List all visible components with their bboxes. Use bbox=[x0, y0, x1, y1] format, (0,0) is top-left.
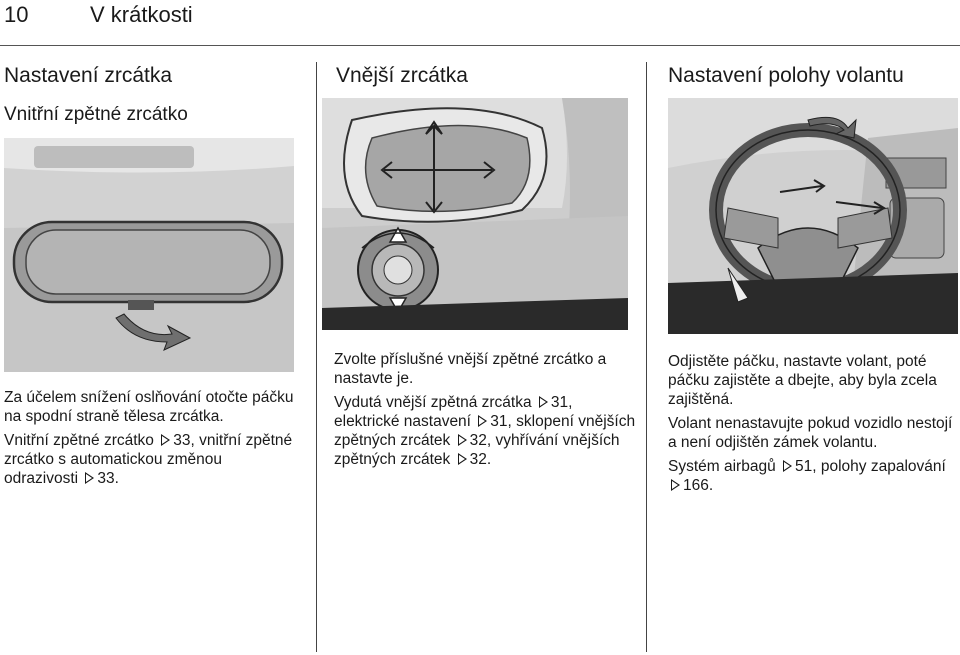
page-number: 10 bbox=[4, 2, 29, 27]
page-header bbox=[0, 0, 960, 46]
section-title-mirror-adjustment: Nastavení zrcátka bbox=[4, 64, 173, 87]
col2-para2-text-b: , elektrické nastavení bbox=[334, 394, 573, 430]
col3-para2: Volant nenastavujte pokud vozidlo nestojí a není odjištěn zámek volantu. bbox=[668, 415, 953, 451]
subtitle-interior-mirror: Vnitřní zpětné zrcátko bbox=[4, 104, 188, 125]
col3-para3-text-a: Systém airbagů bbox=[668, 458, 780, 475]
interior-mirror-illustration bbox=[4, 138, 294, 372]
page-reference-arrow-icon bbox=[85, 472, 94, 484]
col1-ref-link[interactable]: 33 bbox=[173, 432, 191, 449]
col3-para1: Odjistěte páčku, nastavte volant, poté páčku zajistěte a dbejte, aby byla zcela zajištěná. bbox=[668, 353, 937, 408]
chapter-title: V krátkosti bbox=[90, 2, 193, 27]
col3-body bbox=[668, 352, 960, 500]
steering-wheel-illustration bbox=[668, 98, 958, 334]
col2-body bbox=[334, 350, 640, 474]
col3-ref-link[interactable]: 51 bbox=[795, 458, 813, 475]
col2-para2-text-a: Vydutá vnější zpětná zrcátka bbox=[334, 394, 536, 411]
section-title-steering-wheel: Nastavení polohy volantu bbox=[668, 64, 904, 87]
col2-para1: Zvolte příslušné vnější zpětné zrcátko a nastavte je. bbox=[334, 351, 607, 387]
col3-para3-text-b: , polohy zapalování bbox=[812, 458, 946, 475]
page-reference-arrow-icon bbox=[458, 453, 467, 465]
col2-ref-link[interactable]: 32 bbox=[469, 432, 487, 449]
page-reference-arrow-icon bbox=[161, 434, 170, 446]
col2-para2-text-d: , vyhřívání vnějších zpětných zrcátek bbox=[334, 432, 620, 468]
header-divider bbox=[0, 45, 960, 46]
col2-ref-link[interactable]: 31 bbox=[490, 413, 508, 430]
col2-para2 bbox=[334, 393, 640, 469]
col2-ref-link[interactable]: 32 bbox=[469, 451, 487, 468]
col2-para2-text-c: , sklopení vnějších zpětných zrcátek bbox=[334, 413, 636, 449]
col1-para2-text-a: Vnitřní zpětné zrcátko bbox=[4, 432, 159, 449]
col1-para2-end: . bbox=[114, 470, 119, 487]
col1-para1: Za účelem snížení oslňování otočte páčku na spodní straně tělesa zrcátka. bbox=[4, 389, 294, 425]
exterior-mirror-illustration bbox=[322, 98, 628, 330]
col2-ref-link[interactable]: 31 bbox=[550, 394, 569, 411]
col1-para2 bbox=[4, 431, 296, 488]
page-reference-arrow-icon bbox=[783, 460, 792, 472]
page-reference-arrow-icon bbox=[539, 396, 548, 408]
page-reference-arrow-icon bbox=[478, 415, 487, 427]
col3-para3-end: . bbox=[708, 477, 714, 494]
col1-ref-link[interactable]: 33 bbox=[97, 470, 115, 487]
col3-ref-link[interactable]: 166 bbox=[683, 477, 709, 494]
col3-para3 bbox=[668, 457, 960, 495]
col2-para2-end: . bbox=[486, 451, 492, 468]
col1-body bbox=[4, 388, 296, 493]
col1-para2-text-b: , vnitřní zpětné zrcátko s automatickou změnou odrazivosti bbox=[4, 432, 293, 487]
page-reference-arrow-icon bbox=[671, 479, 680, 491]
section-title-exterior-mirrors: Vnější zrcátka bbox=[336, 64, 468, 87]
column-divider-right bbox=[646, 62, 647, 652]
page-reference-arrow-icon bbox=[458, 434, 467, 446]
column-divider-left bbox=[316, 62, 317, 652]
